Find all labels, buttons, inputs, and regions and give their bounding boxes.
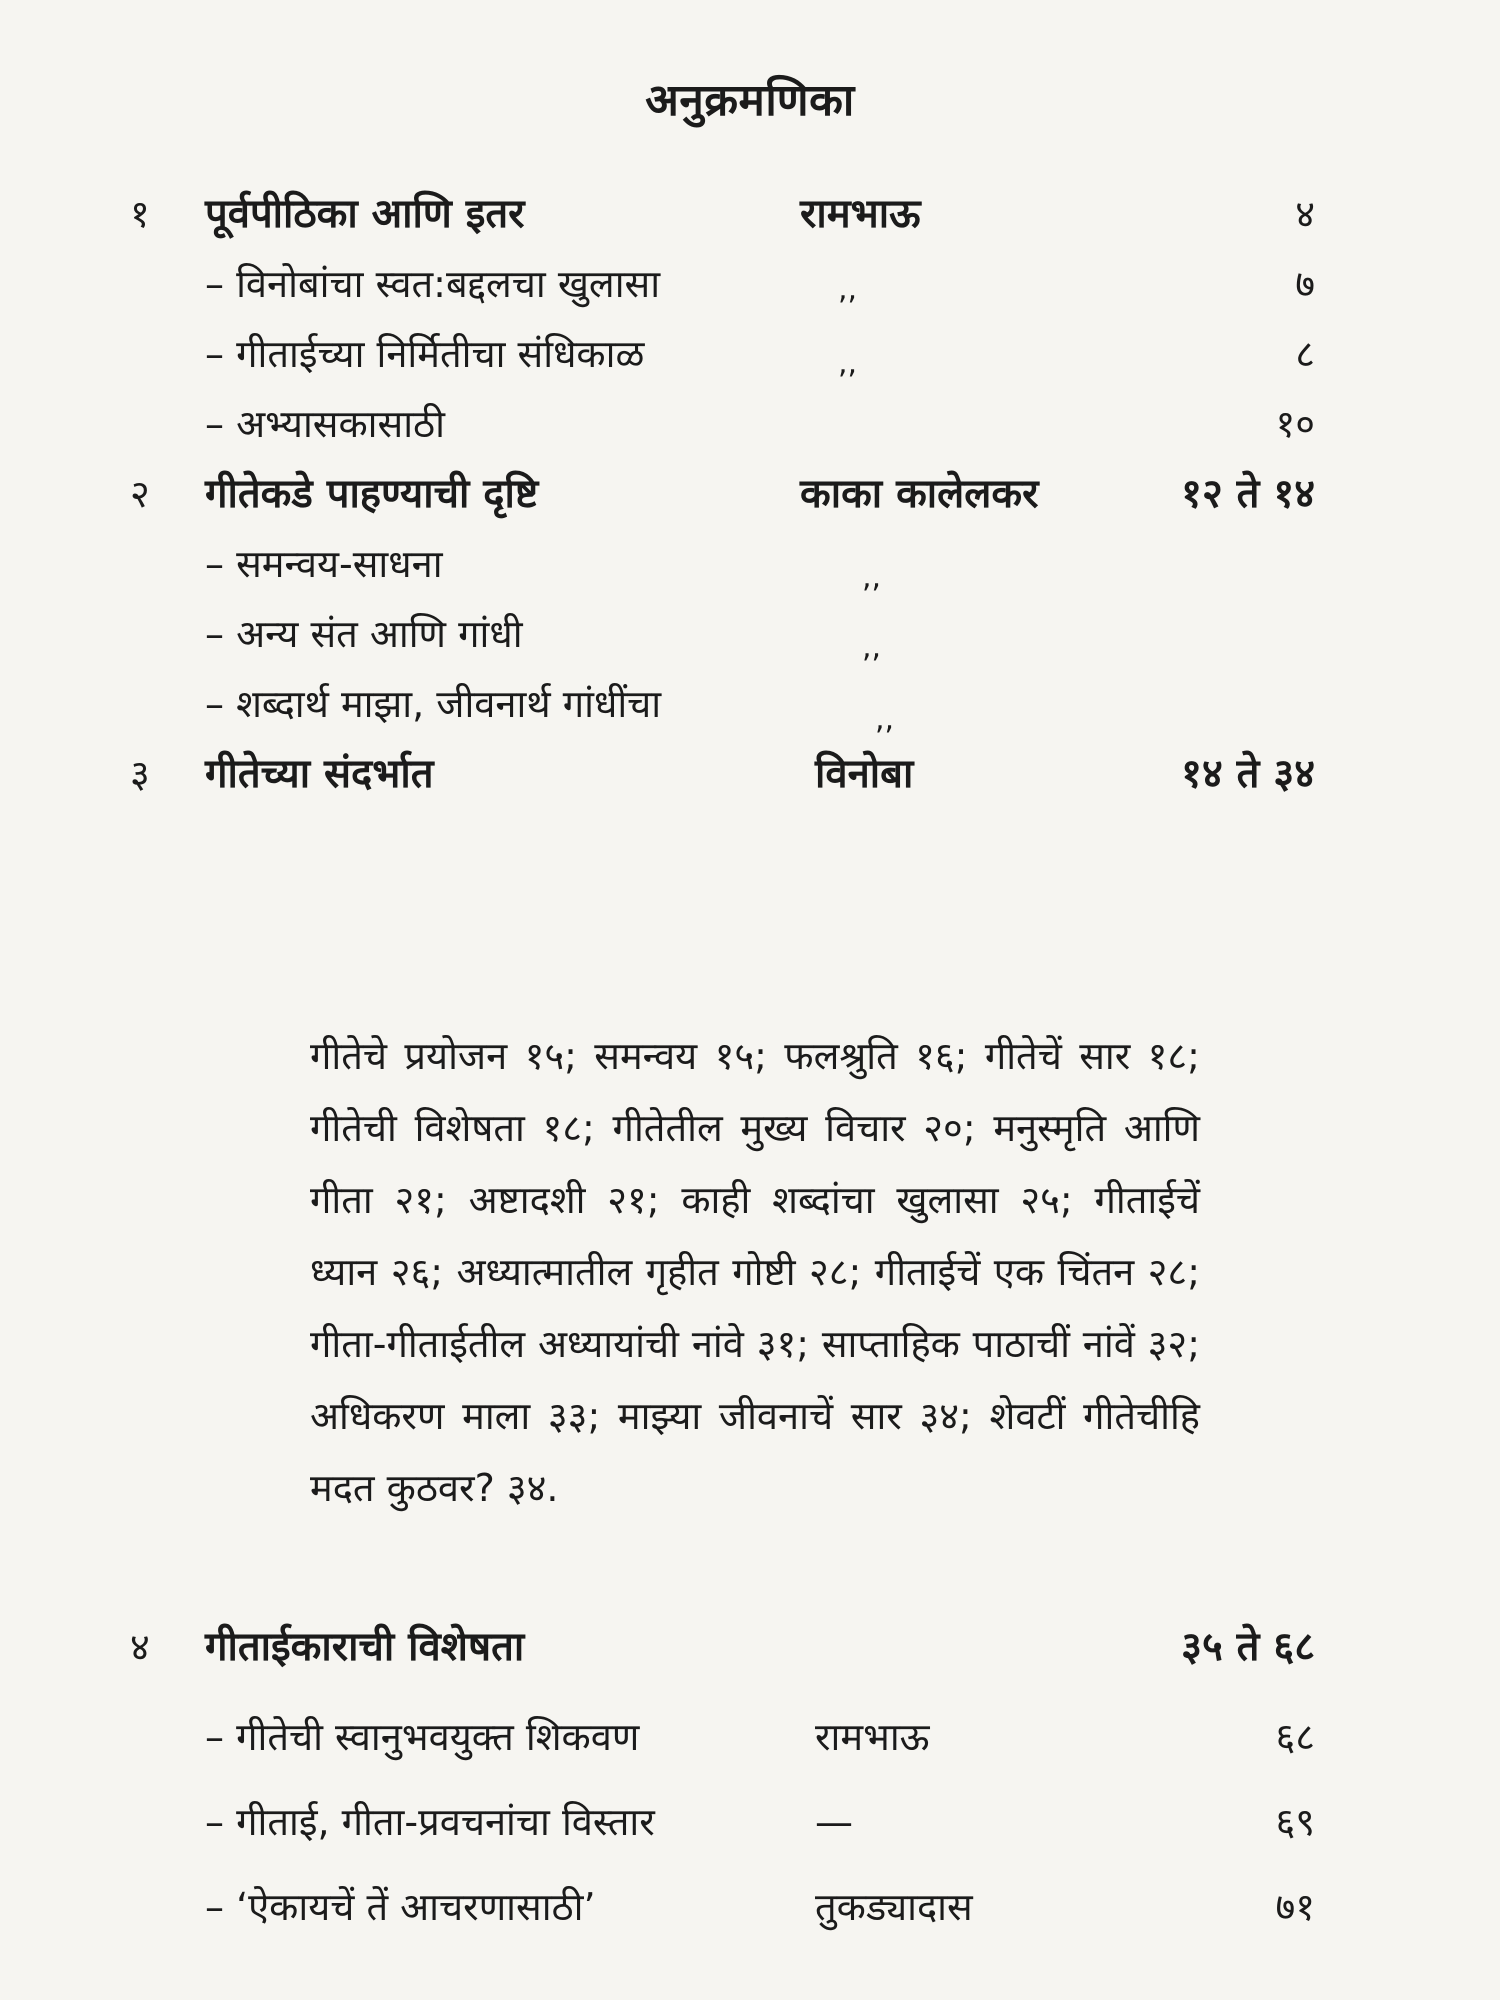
entry-number: २ [130,472,150,516]
subentry-author: ,, [838,272,858,307]
entry-author: काका कालेलकर [800,471,1039,517]
subentry-page: १० [1275,402,1315,446]
section-3-contents: गीतेचे प्रयोजन १५; समन्वय १५; फलश्रुति १६; गीतेचें सार १८; गीतेची विशेषता १८; गीतेतील मुख्य विचार २०; मनुस्मृति आणि गीता २१; अष्टादशी २१; काही शब्दांचा खुलासा २५; गीताईचें ध्यान २६; अध्यात्मातील गृहीत गोष्टी २८; गीताईचें एक चिंतन २८; गीता-गीताईतील अध्यायांची नांवे ३१; साप्ताहिक पाठाचीं नांवें ३२; अधिकरण माला ३३; माझ्या जीवनाचें सार ३४; शेवटीं गीतेचीहि मदत कुठवर? ३४. [310,1034,1200,1510]
entry-page: ४ [1295,192,1315,236]
toc-subentry [0,1875,1500,1939]
entry-title: गीताईकाराची विशेषता [205,1624,525,1670]
toc-subentry [0,1790,1500,1854]
toc-subentry [0,322,1500,386]
toc-subentry [0,672,1500,736]
subentry-author: रामभाऊ [815,1715,930,1759]
toc-entry-1 [0,182,1500,246]
subentry-label: – अन्य संत आणि गांधी [205,612,523,656]
page-title: अनुक्रमणिका [645,75,855,126]
entry-author: रामभाऊ [800,191,921,237]
subentry-label: – समन्वय-साधना [205,542,443,586]
entry-title: पूर्वपीठिका आणि इतर [205,191,525,237]
toc-subentry [0,1705,1500,1769]
entry-page: ३५ ते ६८ [1181,1624,1315,1670]
subentry-label: – ‘ऐकायचें तें आचरणासाठी’ [205,1885,596,1929]
subentry-author: ,, [862,630,882,665]
subentry-label: – शब्दार्थ माझा, जीवनार्थ गांधींचा [205,682,662,726]
subentry-author: ,, [838,346,858,381]
subentry-label: – गीतेची स्वानुभवयुक्त शिकवण [205,1715,640,1759]
subentry-author: ,, [862,560,882,595]
entry-number: १ [130,192,150,236]
subentry-label: – गीताई, गीता-प्रवचनांचा विस्तार [205,1800,655,1844]
toc-subentry [0,532,1500,596]
toc-entry-4 [0,1615,1500,1679]
entry-title: गीतेकडे पाहण्याची दृष्टि [205,471,539,517]
toc-subentry [0,252,1500,316]
toc-subentry [0,602,1500,666]
entry-author: विनोबा [815,751,914,797]
entry-number: ३ [130,752,150,796]
subentry-author: ,, [875,702,895,737]
toc-entry-2 [0,462,1500,526]
entry-number: ४ [130,1625,150,1669]
entry-page: १४ ते ३४ [1181,751,1315,797]
subentry-label: – गीताईच्या निर्मितीचा संधिकाळ [205,332,645,376]
entry-page: १२ ते १४ [1181,471,1315,517]
toc-entry-3 [0,742,1500,806]
subentry-page: ७ [1295,262,1315,306]
toc-subentry [0,392,1500,456]
subentry-page: ६८ [1275,1715,1315,1759]
subentry-author: — [815,1800,853,1844]
subentry-page: ६९ [1275,1800,1315,1844]
subentry-page: ७१ [1275,1885,1315,1929]
subentry-label: – विनोबांचा स्वत:बद्दलचा खुलासा [205,262,661,306]
subentry-author: तुकड्यादास [815,1885,973,1929]
subentry-page: ८ [1295,332,1315,376]
entry-title: गीतेच्या संदर्भात [205,751,434,797]
subentry-label: – अभ्यासकासाठी [205,402,445,446]
